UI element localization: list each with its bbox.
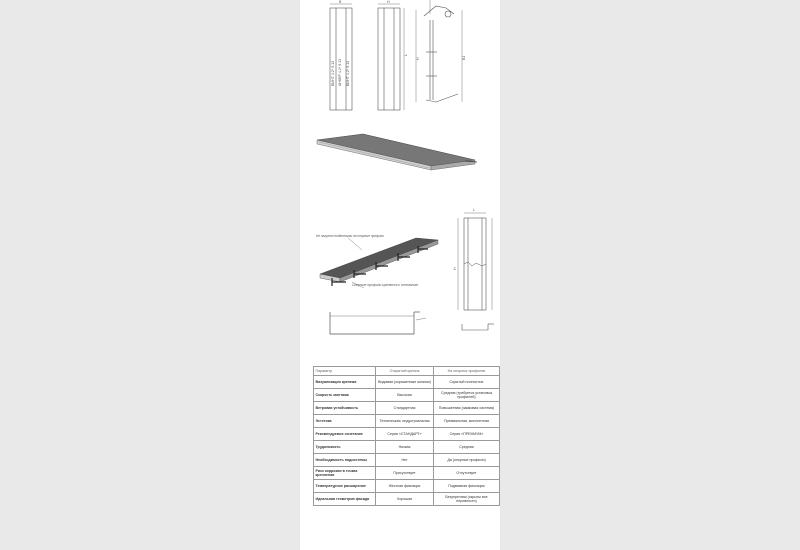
table-row [314,467,500,480]
fig3-callout: Не нагулят подвесными на опорные профили [316,234,385,238]
fig1-dim-label: H [387,0,390,4]
open-fastening-cell: Жесткая фиксация [376,480,434,493]
param-cell: Рекомендуемое сочетание [314,428,376,441]
column-header: Параметр [314,367,376,376]
param-cell: Визуализация крепежа [314,376,376,389]
param-cell: Ветровая устойчивость [314,402,376,415]
fig1-dim-label: B [339,0,342,4]
fig1-side-label: АНКЕР 4,2* 9.13 [338,58,342,86]
open-fastening-cell: Хорошая [376,493,434,506]
fig1-dim-label: Н [416,57,420,60]
open-fastening-cell: Присутствует [376,467,434,480]
panel-elevation-drawing [318,0,478,115]
open-fastening-cell: Нет [376,454,434,467]
table-row [314,428,500,441]
table-row [314,389,500,402]
support-profile-elevation-drawing [452,206,500,336]
column-header: Открытый крепеж [376,367,434,376]
support-profile-isometric-drawing [312,222,442,297]
table-row [314,376,500,389]
param-cell: Трудоемкость [314,441,376,454]
hidden-fastening-cell: Да (опорные профили) [434,454,500,467]
fig4-dim-label: L [473,208,475,212]
hidden-fastening-cell: Повышенная (замковая система) [434,402,500,415]
hidden-fastening-cell: Серия «ПРЕМИУМ» [434,428,500,441]
fig1-side-label: ВИНТ 4,2* 9.13 [346,60,350,86]
open-fastening-cell: Стандартная [376,402,434,415]
column-header: На опорных профилях [434,367,500,376]
fig3-callout: Опорные профили крепятся к основанию [352,283,419,287]
param-cell: Скорость монтажа [314,389,376,402]
open-fastening-cell: Видимая (окрашенные шляпки) [376,376,434,389]
table-row [314,493,500,506]
panel-isometric-drawing [315,128,480,173]
table-row [314,454,500,467]
hidden-fastening-cell: Подвижная фиксация [434,480,500,493]
open-fastening-cell: Техническая, индустриальная [376,415,434,428]
profile-section-drawing [322,308,430,340]
fig4-dim-label: H [453,267,457,270]
param-cell: Риск коррозии в точках крепления [314,467,376,480]
fig1-dim-label: B1 [462,55,466,60]
table-row [314,415,500,428]
table-row [314,480,500,493]
hidden-fastening-cell: Средняя (требуется установка профилей) [434,389,500,402]
hidden-fastening-cell: Отсутствует [434,467,500,480]
table-header-row [314,367,500,376]
param-cell: Идеальная геометрия фасада [314,493,376,506]
hidden-fastening-cell: Безупречная (скрыты все неровности) [434,493,500,506]
open-fastening-cell: Высокая [376,389,434,402]
hidden-fastening-cell: Средняя [434,441,500,454]
hidden-fastening-cell: Премиальная, монолитная [434,415,500,428]
param-cell: Эстетика [314,415,376,428]
open-fastening-cell: Низкая [376,441,434,454]
fig1-side-label: ВИНТ 4,2* 9.13 [331,60,335,86]
table-row [314,402,500,415]
table-row [314,441,500,454]
hidden-fastening-cell: Скрытый полностью [434,376,500,389]
fig1-dim-label: L [404,54,408,56]
param-cell: Необходимость подсистемы [314,454,376,467]
param-cell: Температурное расширение [314,480,376,493]
open-fastening-cell: Серия «СТАНДАРТ» [376,428,434,441]
comparison-table [313,366,500,506]
